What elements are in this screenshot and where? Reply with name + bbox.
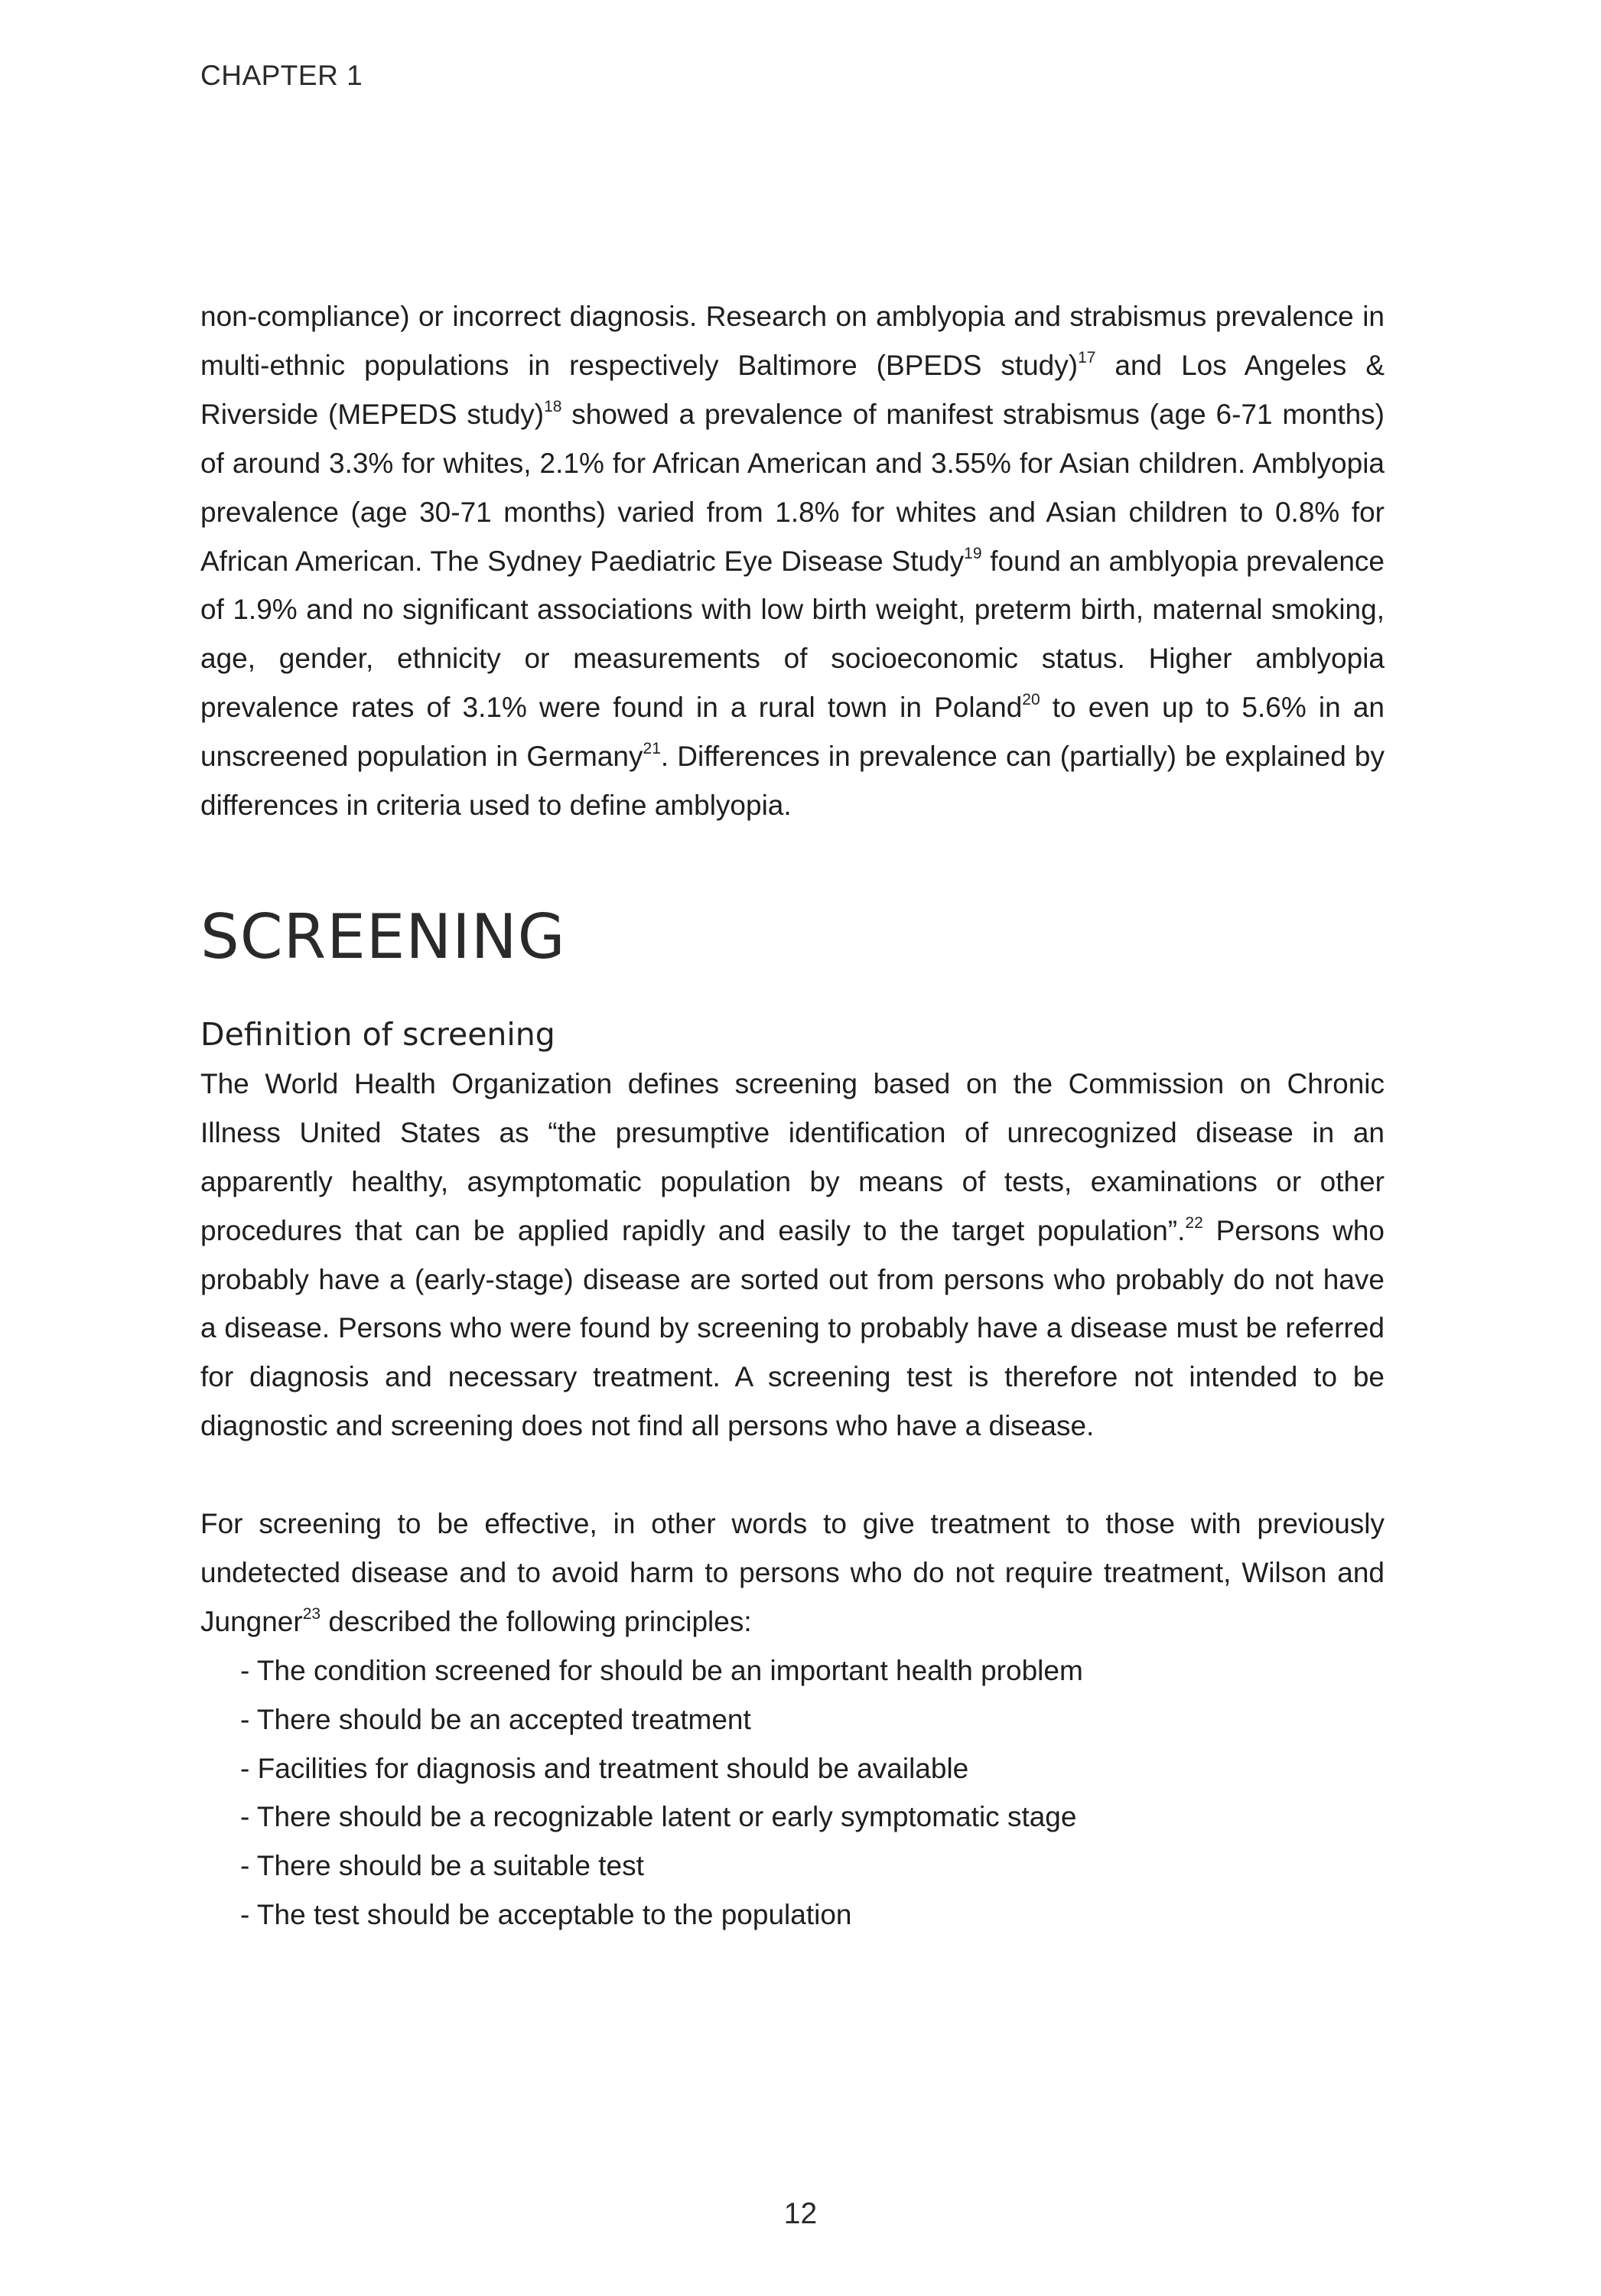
effectiveness-paragraph bbox=[200, 1500, 1385, 1646]
list-item: - The test should be acceptable to the population bbox=[240, 1899, 852, 1931]
reference-22: 22 bbox=[1185, 1213, 1203, 1232]
reference-20: 20 bbox=[1022, 691, 1040, 709]
list-item: - The condition screened for should be an important health problem bbox=[240, 1654, 1083, 1686]
intro-paragraph bbox=[200, 292, 1385, 830]
effectiveness-text: For screening to be effective, in other words to give treatment to those with previously undetected disease and to avoid harm to persons who do not require treatment, Wilson and Jungner bbox=[200, 1508, 1385, 1637]
page-number: 12 bbox=[783, 2197, 818, 2230]
intro-text: to even up to 5.6% in an unscreened population in Germany bbox=[200, 692, 1385, 773]
intro-text: . Differences in prevalence can (partially) be explained by differences in criteria used to define amblyopia. bbox=[200, 741, 1385, 822]
definition-text: The World Health Organization defines screening based on the Commission on Chronic Illness United States as “the presumptive identification of unrecognized disease in an apparently healthy, asymptomatic population by means of tests, examinations or other procedures that can be applied rapidly and easily to the target population”. bbox=[200, 1067, 1385, 1246]
effectiveness-text: described the following principles: bbox=[321, 1605, 752, 1637]
list-item: - There should be a recognizable latent or early symptomatic stage bbox=[240, 1801, 1077, 1833]
section-title: SCREENING bbox=[200, 900, 566, 972]
principles-list bbox=[200, 1646, 1385, 1939]
intro-text: non-compliance) or incorrect diagnosis. Research on amblyopia and strabismus prevalence in multi-ethnic populations in respectively Baltimore (BPEDS study) bbox=[200, 301, 1385, 381]
reference-21: 21 bbox=[643, 740, 661, 758]
reference-17: 17 bbox=[1078, 348, 1096, 366]
intro-text: and Los Angeles & Riverside (MEPEDS study) bbox=[200, 349, 1385, 430]
list-item: - Facilities for diagnosis and treatment should be available bbox=[240, 1752, 969, 1784]
page-body bbox=[200, 292, 1385, 1939]
definition-paragraph bbox=[200, 1060, 1385, 1451]
reference-23: 23 bbox=[302, 1604, 321, 1623]
list-item: - There should be an accepted treatment bbox=[240, 1703, 751, 1735]
reference-18: 18 bbox=[544, 397, 562, 415]
definition-text: Persons who probably have a (early-stage) disease are sorted out from persons who probably do not have a disease. Persons who were found by screening to probably have a disease must be referred for diagnosis and necessary treatment. A screening test is therefore not intended to be diagnostic and screening does not find all persons who have a disease. bbox=[200, 1214, 1385, 1442]
subsection-heading: Definition of screening bbox=[200, 1015, 555, 1053]
intro-text: found an amblyopia prevalence of 1.9% and no significant associations with low birth weight, preterm birth, maternal smoking, age, gender, ethnicity or measurements of socioeconomic status. Higher amblyopia prevalence rates of 3.1% were found in a rural town in Poland bbox=[200, 545, 1385, 724]
running-header: CHAPTER 1 bbox=[200, 60, 363, 91]
intro-text: showed a prevalence of manifest strabismus (age 6-71 months) of around 3.3% for whites, 2.1% for African American and 3.55% for Asian children. Amblyopia prevalence (age 30-71 months) varied from 1.8% for whites and Asian children to 0.8% for African American. The Sydney Paediatric Eye Disease Study bbox=[200, 398, 1385, 577]
reference-19: 19 bbox=[964, 544, 982, 562]
list-item: - There should be a suitable test bbox=[240, 1850, 644, 1882]
